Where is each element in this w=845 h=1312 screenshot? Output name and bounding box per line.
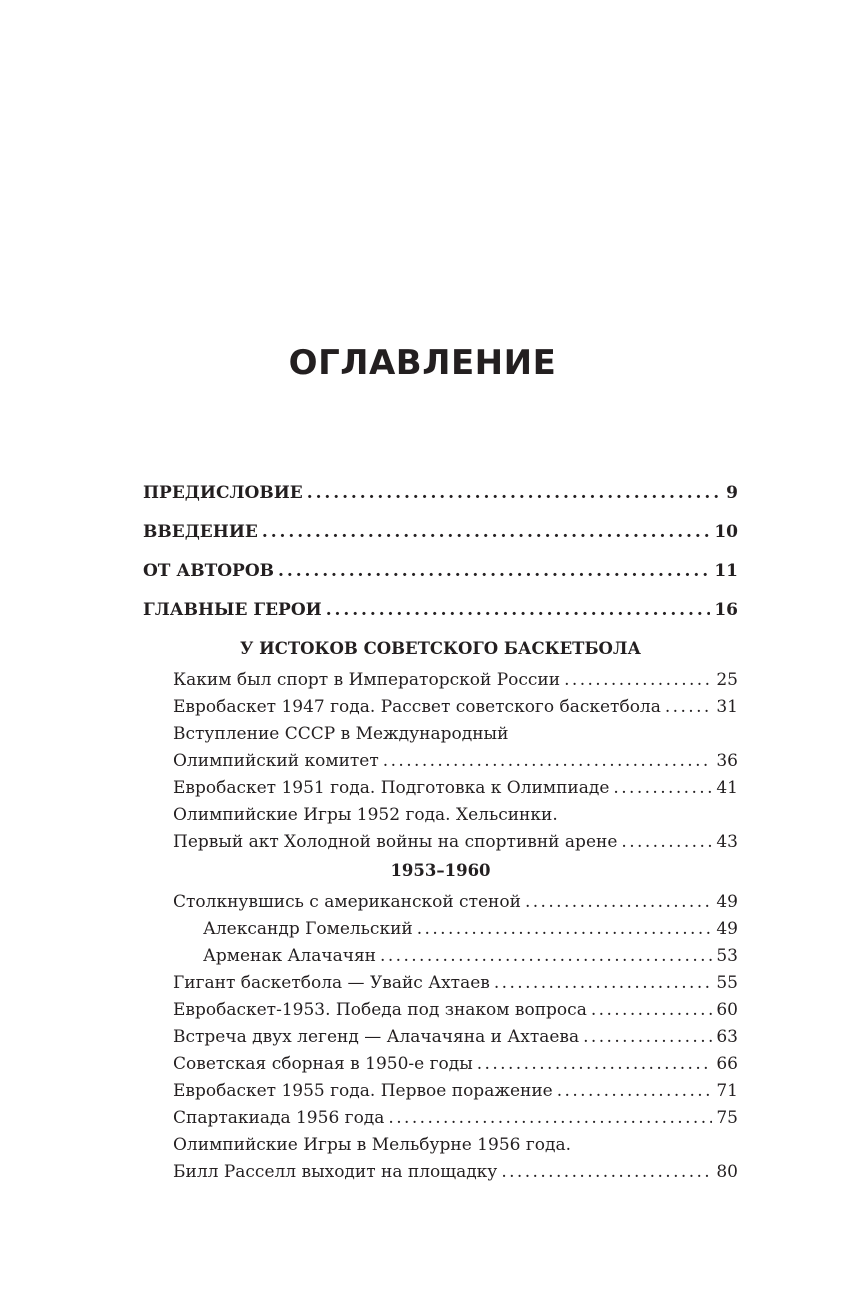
dot-leader <box>501 1159 712 1186</box>
dot-leader <box>383 748 713 775</box>
entry-title: ГЛАВНЫЕ ГЕРОИ <box>143 600 322 620</box>
toc-entry[interactable] <box>143 595 738 634</box>
entry-title-line1: Вступление СССР в Международный <box>173 724 509 744</box>
entry-title: Каким был спорт в Императорской России <box>173 670 561 690</box>
toc-subentry[interactable] <box>143 943 738 970</box>
section-heading: У ИСТОКОВ СОВЕТСКОГО БАСКЕТБОЛА <box>240 639 641 658</box>
toc-subentry[interactable] <box>143 916 738 943</box>
entry-title: ПРЕДИСЛОВИЕ <box>143 483 303 503</box>
dot-leader <box>591 997 713 1024</box>
dot-leader <box>564 667 712 694</box>
page-number: 60 <box>716 1000 738 1020</box>
dot-leader <box>621 829 712 856</box>
entry-title-line1: Олимпийские Игры 1952 года. Хельсинки. <box>173 805 558 825</box>
page-number: 11 <box>714 561 738 581</box>
page-number: 49 <box>716 892 738 912</box>
dot-leader <box>262 517 710 547</box>
dot-leader <box>477 1051 713 1078</box>
entry-title: Первый акт Холодной войны на спортивнй арене <box>173 832 618 852</box>
page-number: 75 <box>716 1108 738 1128</box>
toc-entry[interactable] <box>143 1105 738 1132</box>
entry-title: ОТ АВТОРОВ <box>143 561 275 581</box>
entry-title: Советская сборная в 1950-е годы <box>173 1054 473 1074</box>
toc-entry[interactable] <box>143 694 738 721</box>
toc-entry[interactable] <box>143 997 738 1024</box>
toc-entry[interactable] <box>143 517 738 556</box>
toc-entry[interactable] <box>143 1051 738 1078</box>
dot-leader <box>665 694 712 721</box>
page-number: 10 <box>714 522 738 542</box>
page-number: 36 <box>716 751 738 771</box>
toc-entry[interactable] <box>143 1024 738 1051</box>
dot-leader <box>326 595 711 625</box>
entry-title: Спартакиада 1956 года <box>173 1108 385 1128</box>
entry-title: Евробаскет 1947 года. Рассвет советского баскетбола <box>173 697 661 717</box>
toc-entry[interactable] <box>143 478 738 517</box>
entry-title: Гигант баскетбола — Увайс Ахтаев <box>173 973 490 993</box>
toc-entry[interactable] <box>143 1159 738 1186</box>
dot-leader <box>583 1024 712 1051</box>
entry-title-line1: Олимпийские Игры в Мельбурне 1956 года. <box>173 1135 571 1155</box>
entry-title: Евробаскет 1951 года. Подготовка к Олимпиаде <box>173 778 610 798</box>
page-number: 31 <box>716 697 738 717</box>
entry-title: Александр Гомельский <box>203 919 413 939</box>
entry-title: Олимпийский комитет <box>173 751 379 771</box>
entry-title: Встреча двух легенд — Алачачяна и Ахтаева <box>173 1027 580 1047</box>
dot-leader <box>417 916 713 943</box>
toc-entry[interactable] <box>143 556 738 595</box>
entry-title: Билл Расселл выходит на площадку <box>173 1162 498 1182</box>
entry-title: Арменак Алачачян <box>203 946 377 966</box>
dot-leader <box>388 1105 712 1132</box>
dot-leader <box>278 556 710 586</box>
page-number: 43 <box>716 832 738 852</box>
dot-leader <box>557 1078 713 1105</box>
page-number: 9 <box>726 483 738 503</box>
table-of-contents <box>143 478 738 1186</box>
toc-entry[interactable] <box>143 829 738 856</box>
page-number: 53 <box>716 946 738 966</box>
toc-entry[interactable] <box>143 667 738 694</box>
page-number: 25 <box>716 670 738 690</box>
dot-leader <box>380 943 712 970</box>
page-number: 49 <box>716 919 738 939</box>
toc-entry[interactable] <box>143 889 738 916</box>
toc-entry[interactable] <box>143 748 738 775</box>
dot-leader <box>307 478 722 508</box>
page-number: 41 <box>716 778 738 798</box>
dot-leader <box>494 970 713 997</box>
toc-entry[interactable] <box>143 970 738 997</box>
section-heading: 1953–1960 <box>390 861 491 880</box>
entry-title: Столкнувшись с американской стеной <box>173 892 521 912</box>
entry-title: Евробаскет-1953. Победа под знаком вопроса <box>173 1000 587 1020</box>
page-number: 66 <box>716 1054 738 1074</box>
dot-leader <box>525 889 712 916</box>
entry-title: Евробаскет 1955 года. Первое поражение <box>173 1081 553 1101</box>
entry-title: ВВЕДЕНИЕ <box>143 522 258 542</box>
page-title: ОГЛАВЛЕНИЕ <box>288 343 557 383</box>
toc-entry[interactable] <box>143 775 738 802</box>
page-number: 55 <box>716 973 738 993</box>
dot-leader <box>613 775 712 802</box>
page-number: 71 <box>716 1081 738 1101</box>
page-number: 63 <box>716 1027 738 1047</box>
page-number: 16 <box>714 600 738 620</box>
page-number: 80 <box>716 1162 738 1182</box>
toc-entry[interactable] <box>143 1078 738 1105</box>
